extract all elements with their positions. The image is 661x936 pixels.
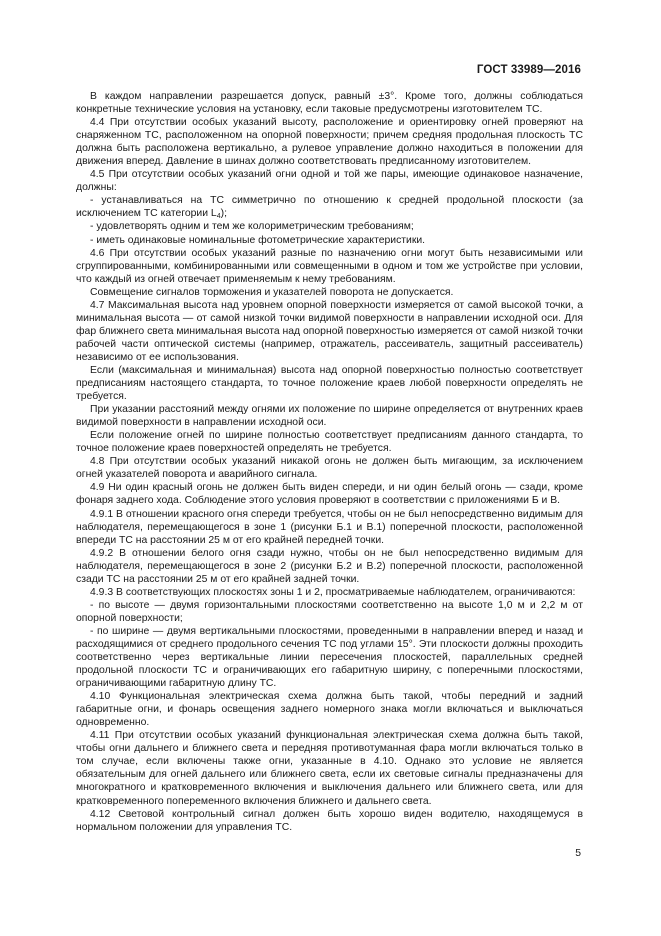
paragraph: 4.4 При отсутствии особых указаний высоту, расположение и ориентировку огней проверяют на снаряженном ТС, расположенном на опорной поверхности; причем средняя продольная плоскость ТС должна быть расположена вертикально, а рулевое управление должно находиться в положении для движения вперед. Давление в шинах должно соответствовать предписанному изготовителем. [76, 117, 583, 168]
paragraph: 4.8 При отсутствии особых указаний никакой огонь не должен быть мигающим, за исключением огней указателей поворота и аварийного сигнала. [76, 456, 583, 481]
subscript: 4 [216, 213, 221, 221]
list-item-tail: ); [220, 208, 227, 220]
paragraph: 4.9.3 В соответствующих плоскостях зоны 1 и 2, просматриваемые наблюдателем, ограничиваются: [90, 586, 576, 598]
list-item [76, 194, 583, 220]
document-id-header: ГОСТ 33989—2016 [476, 64, 581, 76]
paragraph: Совмещение сигналов торможения и указателей поворота не допускается. [90, 286, 454, 298]
paragraph: 4.7 Максимальная высота над уровнем опорной поверхности измеряется от самой высокой точки, а минимальная высота — от самой низкой точки видимой поверхности в направлении исходной оси. Для фар ближнего света минимальная высота над опорной поверхностью измеряется от самой низкой точки рабочей части оптической системы (например, отражатель, рассеиватель, защитный рассеиватель) независимо от ее использования. [76, 299, 583, 363]
page-number: 5 [575, 848, 581, 859]
paragraph: 4.10 Функциональная электрическая схема должна быть такой, чтобы передний и задний габаритные огни, и фонарь освещения заднего номерного знака могли включаться и выключаться одновременно. [76, 691, 583, 729]
paragraph: Если положение огней по ширине полностью соответствует предписаниям данного стандарта, то точное положение краев поверхностей определять не требуется. [76, 430, 583, 455]
paragraph: 4.6 При отсутствии особых указаний разные по назначению огни могут быть независимыми или сгруппированными, комбинированными или совмещенными в одном и том же устройстве при условии, что каждый из огней отвечает применяемым к нему требованиям. [76, 247, 583, 285]
paragraph: В каждом направлении разрешается допуск, равный ±3°. Кроме того, должны соблюдаться конкретные технические условия на установку, если таковые предусмотрены изготовителем ТС. [76, 91, 583, 116]
paragraph: При указании расстояний между огнями их положение по ширине определяется от внутренних краев видимой поверхности в направлении исходной оси. [76, 404, 583, 429]
paragraph: 4.9 Ни один красный огонь не должен быть виден спереди, и ни один белый огонь — сзади, кроме фонаря заднего хода. Соблюдение этого условия проверяют в соответствии с приложениями Б и В. [76, 482, 583, 507]
paragraph: 4.9.1 В отношении красного огня спереди требуется, чтобы он не был непосредственно видимым для наблюдателя, перемещающегося в зоне 1 (рисунки Б.1 и В.1) поперечной плоскости, расположенной впереди ТС на расстоянии 25 м от его крайней передней точки. [76, 508, 583, 546]
paragraph: 4.11 При отсутствии особых указаний функциональная электрическая схема должна быть такой, чтобы огни дальнего и ближнего света и передняя противотуманная фара могли включаться только в том случае, если включены также огни, указанные в 4.10. Однако это условие не является обязательным для огней дальнего или ближнего света, если их световые сигналы предназначены для многократного и кратковременного включения и выключения дальнего или ближнего света, или для кратковременного попеременного включения ближнего и дальнего света. [76, 730, 583, 807]
list-item: - удовлетворять одним и тем же колориметрическим требованиям; [90, 221, 414, 233]
document-body [76, 90, 583, 834]
list-item: - по ширине — двумя вертикальными плоскостями, проведенными в направлении вперед и назад и расходящимися от среднего продольного сечения ТС под углами 15°. Эти плоскости должны проходить соответственно через вертикальные линии пересечения плоскостей, параллельных средней продольной плоскости ТС и ограничивающих его габаритную ширину, с поперечными плоскостями, ограничивающими габаритную длину ТС. [76, 625, 583, 690]
list-item: - иметь одинаковые номинальные фотометрические характеристики. [90, 234, 426, 246]
list-item: - по высоте — двумя горизонтальными плоскостями соответственно на высоте 1,0 м и 2,2 м от опорной поверхности; [76, 599, 583, 624]
paragraph: 4.5 При отсутствии особых указаний огни одной и той же пары, имеющие одинаковое назначение, должны: [76, 169, 583, 194]
list-item-text: - устанавливаться на ТС симметрично по отношению к средней продольной плоскости (за исключением ТС категории L [76, 195, 583, 220]
paragraph: 4.12 Световой контрольный сигнал должен быть хорошо виден водителю, находящемуся в нормальном положении для управления ТС. [76, 808, 583, 833]
paragraph: 4.9.2 В отношении белого огня сзади нужно, чтобы он не был непосредственно видимым для наблюдателя, перемещающегося в зоне 2 (рисунки Б.2 и В.2) поперечной плоскости, расположенной сзади ТС на расстоянии 25 м от его крайней задней точки. [76, 547, 583, 585]
paragraph: Если (максимальная и минимальная) высота над опорной поверхностью полностью соответствует предписаниям настоящего стандарта, то точное положение краев любой поверхности определять не требуется. [76, 364, 583, 403]
